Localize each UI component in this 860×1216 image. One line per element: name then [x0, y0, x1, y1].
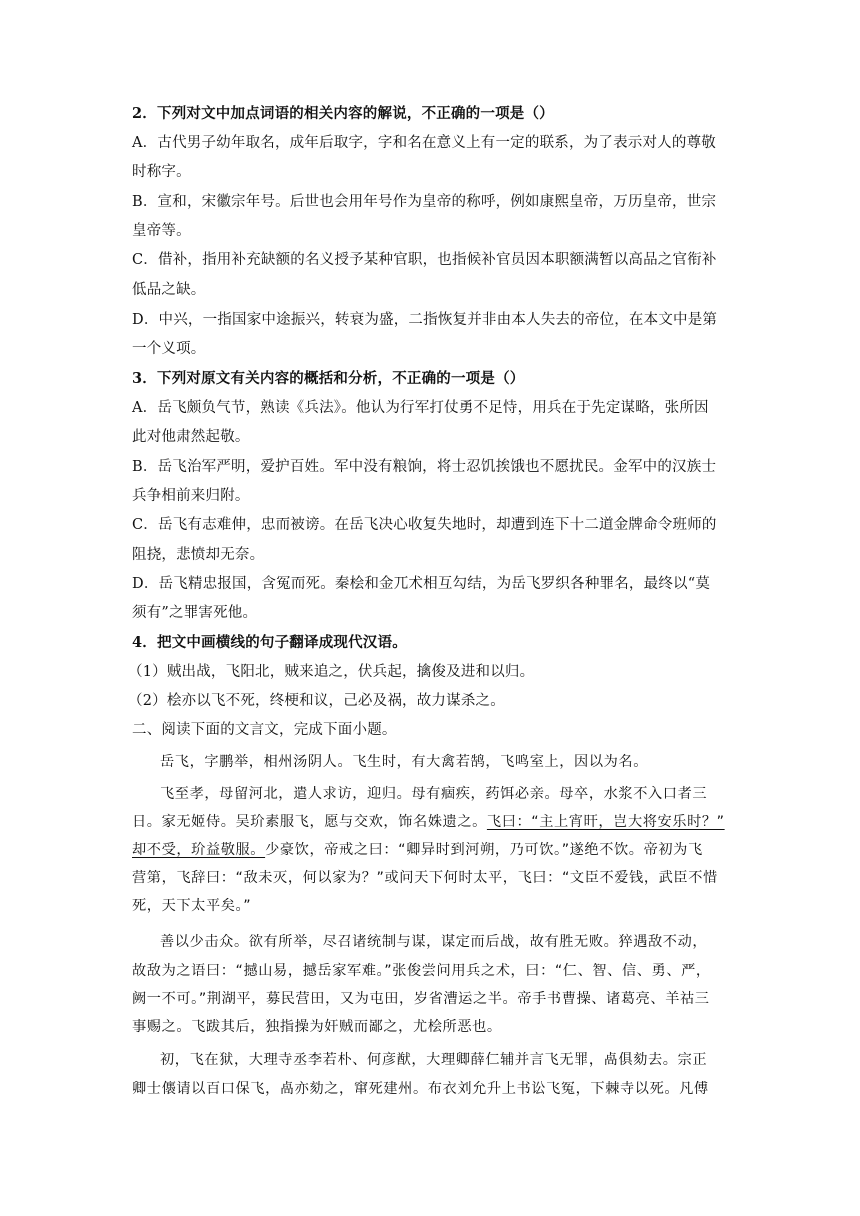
passage-paragraph-4-line-2: 卿士㒟请以百口保飞，卨亦劾之，窜死建州。布衣刘允升上书讼飞冤，下棘寺以死。凡傅: [132, 1081, 709, 1097]
question-3-option-a-cont: 此对他肃然起敬。: [132, 429, 250, 445]
passage-paragraph-1: 岳飞，字鹏举，相州汤阴人。飞生时，有大禽若鹄，飞鸣室上，因以为名。: [160, 754, 648, 770]
question-2-option-b: B．宣和，宋徽宗年号。后世也会用年号作为皇帝的称呼，例如康熙皇帝，万历皇帝，世宗: [132, 194, 717, 210]
question-4-item-2: （2）桧亦以飞不死，终梗和议，己必及祸，故力谋杀之。: [128, 693, 505, 709]
question-2-option-a-cont: 时称字。: [132, 164, 191, 180]
passage-paragraph-3-line-4: 事赐之。飞跋其后，独指操为奸贼而鄙之，尤桧所恶也。: [132, 1019, 502, 1035]
passage-paragraph-2-line-1: 飞至孝，母留河北，遣人求访，迎归。母有痼疾，药饵必亲。母卒，水浆不入口者三: [160, 786, 708, 802]
question-3-option-d-cont: 须有”之罪害死他。: [132, 605, 258, 621]
section-heading: 二、阅读下面的文言文，完成下面小题。: [132, 722, 397, 738]
question-4-item-1: （1）贼出战，飞阳北，贼来追之，伏兵起，擒俊及进和以归。: [128, 664, 535, 680]
question-3-option-a: A．岳飞颇负气节，熟读《兵法》。他认为行军打仗勇不足恃，用兵在于先定谋略，张所因: [132, 400, 709, 416]
passage-paragraph-2-line-2: [132, 812, 732, 832]
question-3-option-b-cont: 兵争相前来归附。: [132, 488, 250, 504]
passage-text: 日。家无姬侍。吴玠素服飞，愿与交欢，饰名姝遗之。: [132, 814, 487, 830]
passage-paragraph-2-line-3: [132, 840, 732, 860]
question-3-option-c: C．岳飞有志难伸，忠而被谤。在岳飞决心收复失地时，却遭到连下十二道金牌命令班师的: [132, 517, 717, 533]
question-2-option-c-cont: 低品之缺。: [132, 282, 206, 298]
passage-paragraph-2-line-5: 死，天下太平矣。”: [132, 898, 252, 914]
passage-text: 少豪饮，帝戒之曰：“卿异时到河朔，乃可饮。”遂绝不饮。帝初为飞: [265, 842, 703, 858]
passage-paragraph-3-line-3: 阙一不可。”荆湖平，募民营田，又为屯田，岁省漕运之半。帝手书曹操、诸葛亮、羊祜三: [132, 991, 710, 1007]
question-2-option-d-cont: 一个义项。: [132, 341, 206, 357]
question-3-option-b: B．岳飞治军严明，爱护百姓。军中没有粮饷，将士忍饥挨饿也不愿扰民。金军中的汉族士: [132, 459, 717, 475]
question-3-option-d: D．岳飞精忠报国，含冤而死。秦桧和金兀术相互勾结，为岳飞罗织各种罪名，最终以“莫: [132, 576, 711, 592]
passage-paragraph-2-line-4: 营第，飞辞曰：“敌未灭，何以家为？”或问天下何时太平，飞曰：“文臣不爱钱，武臣不惜: [132, 870, 718, 886]
underlined-sentence: 飞曰：“主上宵旰，岂大将安乐时？”: [486, 814, 725, 830]
passage-paragraph-3-line-1: 善以少击众。欲有所举，尽召诸统制与谋，谋定而后战，故有胜无败。猝遇敌不动，: [160, 934, 708, 950]
question-2-option-b-cont: 皇帝等。: [132, 223, 191, 239]
question-3-stem: 3．下列对原文有关内容的概括和分析，不正确的一项是（）: [132, 370, 525, 387]
passage-paragraph-3-line-2: 故敌为之语曰：“撼山易，撼岳家军难。”张俊尝问用兵之术，曰：“仁、智、信、勇、严，: [132, 963, 711, 979]
question-2-option-d: D．中兴，一指国家中途振兴，转衰为盛，二指恢复并非由本人失去的帝位，在本文中是第: [132, 312, 718, 328]
question-2-option-c: C．借补，指用补充缺额的名义授予某种官职，也指候补官员因本职额满暂以高品之官衔补: [132, 252, 717, 268]
question-4-stem: 4．把文中画横线的句子翻译成现代汉语。: [132, 634, 407, 651]
question-2-stem: 2．下列对文中加点词语的相关内容的解说，不正确的一项是（）: [132, 105, 554, 122]
passage-paragraph-4-line-1: 初，飞在狱，大理寺丞李若朴、何彦猷，大理卿薛仁辅并言飞无罪，卨俱劾去。宗正: [160, 1052, 708, 1068]
question-3-option-c-cont: 阻挠，悲愤却无奈。: [132, 547, 265, 563]
underlined-sentence-cont: 却不受，玠益敬服。: [132, 842, 266, 858]
question-2-option-a: A．古代男子幼年取名，成年后取字，字和名在意义上有一定的联系，为了表示对人的尊敬: [132, 135, 716, 151]
